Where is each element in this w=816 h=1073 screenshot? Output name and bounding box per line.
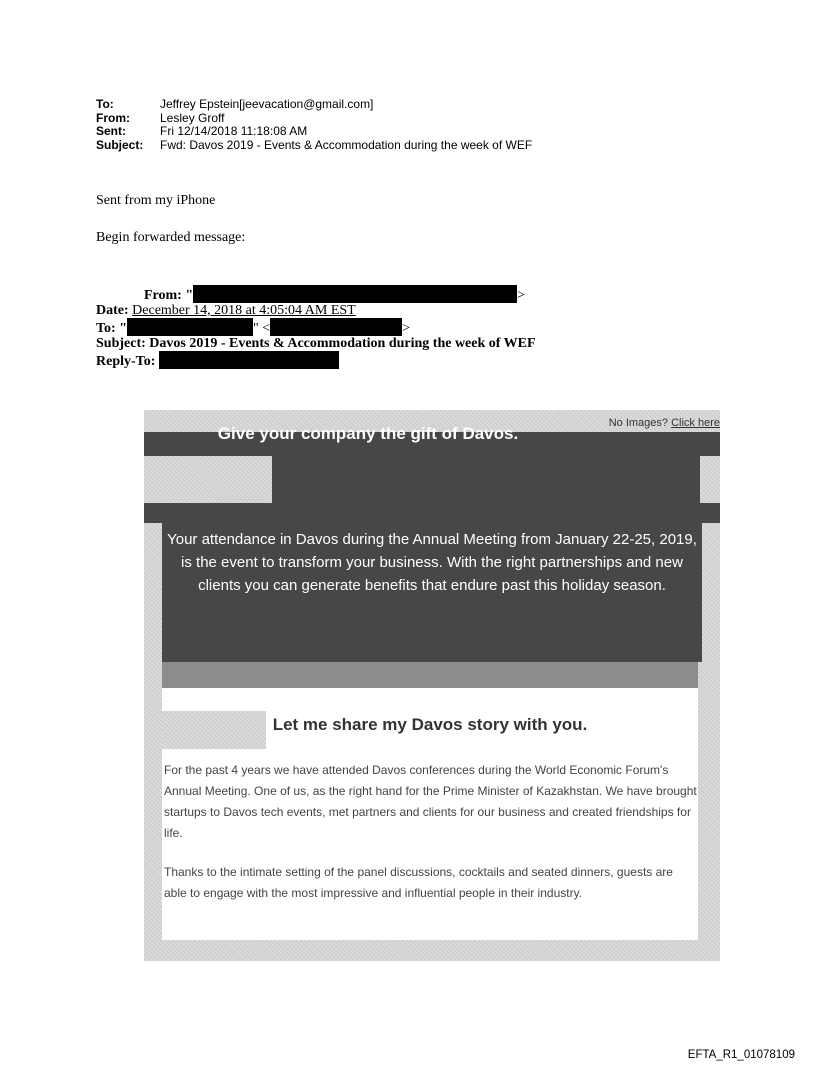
fwd-to-tail: >	[402, 321, 411, 336]
redaction-box	[193, 285, 517, 303]
attendance-text: Your attendance in Davos during the Annual Meeting from January 22-25, 2019, is the event to transform your business. With the right partnerships and new clients you can generate benefits that endure past this holiday season.	[167, 531, 697, 594]
sent-value: Fri 12/14/2018 11:18:08 AM	[160, 124, 308, 138]
fwd-from-tail: >	[517, 288, 526, 303]
header-to-row	[96, 98, 532, 112]
document-id: EFTA_R1_01078109	[687, 1049, 795, 1061]
from-label: From:	[96, 110, 130, 125]
fwd-to-mid: " <	[253, 321, 271, 336]
from-value: Lesley Groff	[160, 110, 225, 125]
fwd-date-label: Date:	[96, 303, 129, 318]
fwd-subject: Subject: Davos 2019 - Events & Accommodation during the week of WEF	[96, 336, 536, 351]
gray-divider-strip	[162, 662, 698, 688]
fwd-to-label: To: "	[96, 321, 127, 336]
fwd-to-row	[96, 318, 536, 336]
no-images-line	[609, 417, 720, 429]
click-here-link[interactable]: Click here	[671, 417, 720, 429]
header-subject-row	[96, 139, 532, 153]
email-header	[96, 98, 532, 152]
redaction-box	[270, 318, 402, 336]
subject-value: Fwd: Davos 2019 - Events & Accommodation during the week of WEF	[160, 137, 533, 152]
story-paragraph-2: Thanks to the intimate setting of the panel discussions, cocktails and seated dinners, guests are able to engage with the most impressive and influential people in their industry.	[164, 865, 673, 900]
fwd-from-row	[96, 285, 536, 303]
header-sent-row	[96, 125, 532, 139]
fwd-date-value: December 14, 2018 at 4:05:04 AM EST	[132, 303, 356, 318]
subject-label: Subject:	[96, 137, 144, 152]
sent-from-line: Sent from my iPhone	[96, 193, 216, 208]
share-heading: Let me share my Davos story with you.	[272, 715, 588, 734]
to-label: To:	[96, 97, 114, 111]
fwd-date-row	[96, 303, 536, 318]
begin-forwarded-line: Begin forwarded message:	[96, 230, 246, 245]
headline-bar	[272, 456, 700, 503]
story-paragraph-1: For the past 4 years we have attended Davos conferences during the World Economic Forum's Annual Meeting. One of us, as the right hand for the Prime Minister of Kazakhstan. We have brought startups to Davos tech events, met partners and clients for our business and created friendships for life.	[164, 763, 697, 840]
second-dark-band	[144, 503, 720, 523]
redaction-box	[127, 318, 253, 336]
forwarded-header	[96, 285, 536, 369]
redaction-box	[159, 351, 339, 369]
fwd-subject-row	[96, 336, 536, 351]
fwd-reply-to-label: Reply-To:	[96, 354, 156, 369]
headline: Give your company the gift of Davos.	[217, 423, 519, 443]
to-value: Jeffrey Epstein[jeevacation@gmail.com]	[160, 97, 374, 111]
fwd-from-label: From: "	[144, 288, 194, 303]
no-images-text: No Images?	[608, 417, 669, 429]
fwd-reply-to-row	[96, 351, 536, 369]
sent-label: Sent:	[96, 124, 126, 138]
header-from-row	[96, 112, 532, 126]
newsletter-image	[144, 410, 720, 961]
